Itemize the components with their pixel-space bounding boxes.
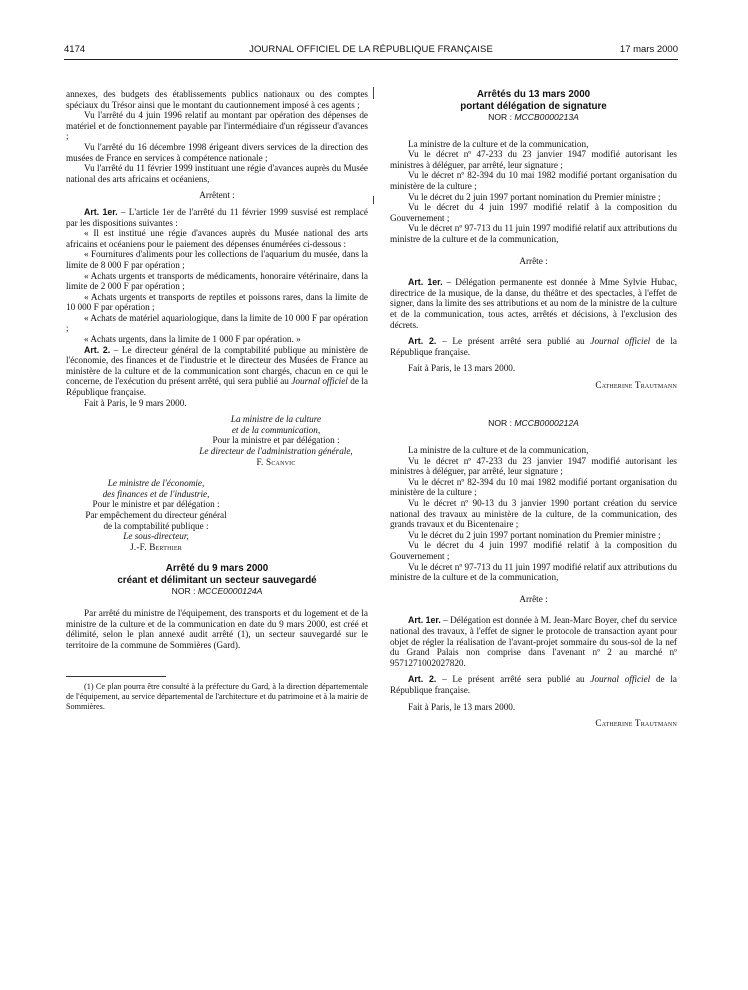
journal-title: JOURNAL OFFICIEL DE LA RÉPUBLIQUE FRANÇAISE	[249, 44, 493, 55]
nor-value: MCCE0000124A	[197, 586, 263, 597]
nor-value: MCCB0000212A	[514, 418, 579, 429]
paragraph: Vu le décret nº 90-13 du 3 janvier 1990 portant création du service national des travaux au ministère de la culture, de la communication, des grands travaux et du Bicentenaire ;	[390, 498, 677, 530]
footnote-rule	[66, 676, 166, 677]
decree-subtitle: créant et délimitant un secteur sauvegardé	[117, 574, 317, 586]
signature-date: Fait à Paris, le 9 mars 2000.	[84, 397, 187, 408]
signatory-title: Le directeur de l'administration générale,	[199, 446, 353, 456]
article-label: Art. 1er.	[84, 206, 118, 217]
signatory-title: Le sous-directeur,	[123, 531, 189, 542]
delegation-line: Pour la ministre et par délégation :	[212, 435, 340, 446]
quoted-provision: « Achats de matériel aquariologique, dans la limite de 10 000 F par opération ;	[66, 312, 368, 334]
paragraph: La ministre de la culture et de la communication,	[408, 445, 589, 456]
article-2	[390, 336, 677, 357]
signatory-title: et de la communication,	[231, 424, 321, 435]
article-text-end: de la République française.	[390, 336, 677, 357]
page-number: 4174	[64, 44, 86, 55]
paragraph: Vu l'arrêté du 4 juin 1996 relatif au montant par opération des dépenses de matériel et de fonctionnement payable par l'intermédiaire d'un régisseur d'avances ;	[66, 110, 368, 142]
article-label: Art. 2.	[408, 674, 437, 685]
column-divider	[373, 196, 374, 204]
left-column	[66, 89, 368, 711]
paragraph: annexes, des budgets des établissements publics nationaux ou des comptes spéciaux du Trésor ainsi que le montant du cautionnement imposé à ces agents ;	[66, 89, 368, 110]
footnote: (1) Ce plan pourra être consulté à la préfecture du Gard, à la direction départementale de l'équipement, au service départemental de l'architecture et du patrimoine et à la mairie de Sommières.	[66, 682, 368, 711]
decree-title-block	[66, 563, 368, 597]
column-divider	[373, 87, 374, 99]
article-1	[390, 615, 677, 668]
article-text: – Délégation est donnée à M. Jean-Marc Boyer, chef du service national des travaux, à l'effet de signer le protocole de transaction ayant pour objet de régler la réalisation de l'avant-projet sommaire du sous-sol de la nef du Grand Palais non comprise dans l'avenant nº 2 au marché nº 9571271002027820.	[390, 615, 678, 668]
journal-officiel-ref: Journal officiel	[291, 376, 348, 387]
decree-title: Arrêté du 9 mars 2000	[165, 563, 269, 575]
paragraph: Vu le décret nº 47-233 du 23 janvier 1947 modifié autorisant les ministres à déléguer, par arrêté, leur signature ;	[390, 455, 677, 477]
paragraph: Par arrêté du ministre de l'équipement, des transports et du logement et de la ministre de la culture et de la communication en date du 9 mars 2000, est créé et délimité, selon le plan annexé audit arrêté (1), un secteur sauvegardé sur le territoire de la commune de Sommières (Gard).	[66, 607, 368, 650]
signature-date: Fait à Paris, le 13 mars 2000.	[408, 701, 516, 712]
paragraph: Vu le décret du 2 juin 1997 portant nomination du Premier ministre ;	[408, 191, 661, 202]
paragraph: Vu le décret nº 97-713 du 11 juin 1997 modifié relatif aux attributions du ministre de la culture et de la communication,	[390, 561, 677, 583]
paragraph: Vu le décret nº 82-394 du 10 mai 1982 modifié portant organisation du ministère de la culture ;	[390, 476, 677, 498]
article-label: Art. 2.	[84, 344, 111, 355]
article-label: Art. 2.	[408, 336, 437, 347]
issue-date: 17 mars 2000	[619, 44, 678, 55]
paragraph: Vu l'arrêté du 16 décembre 1998 érigeant divers services de la direction des musées de France en services à compétence nationale ;	[66, 141, 368, 163]
signatory-name: J.-F. Berthier	[130, 541, 182, 552]
quoted-provision: « Il est institué une régie d'avances auprès du Musée national des arts africains et océaniens pour le paiement des dépenses énumérées ci-dessous :	[66, 228, 368, 249]
delegation-line: de la comptabilité publique :	[103, 520, 209, 531]
right-column	[390, 89, 677, 729]
article-text: – Le présent arrêté sera publié au	[436, 674, 591, 685]
arrete-heading: Arrête :	[519, 593, 548, 604]
nor-reference	[390, 418, 677, 429]
article-1	[390, 277, 677, 330]
paragraph: La ministre de la culture et de la communication,	[408, 138, 589, 149]
signatory-name: F. Scanvic	[256, 456, 296, 467]
delegation-line: Par empêchement du directeur général	[85, 509, 227, 520]
header-rule	[64, 59, 678, 60]
delegation-line: Pour le ministre et par délégation :	[92, 499, 220, 510]
article-text-end: de la République française.	[390, 674, 677, 695]
arrete-heading: Arrête :	[519, 255, 548, 266]
nor-value: MCCB0000213A	[514, 112, 579, 122]
journal-officiel-ref: Journal officiel	[590, 336, 651, 347]
article-2	[390, 674, 677, 695]
quoted-provision: « Achats urgents et transports de médicaments, honoraire vétérinaire, dans la limite de 2 000 F par opération ;	[66, 270, 368, 292]
journal-officiel-ref: Journal officiel	[590, 674, 651, 685]
paragraph: Vu le décret nº 97-713 du 11 juin 1997 modifié relatif aux attributions du ministre de la culture et de la communication,	[390, 223, 677, 244]
signatory-name: Catherine Trautmann	[595, 379, 677, 390]
article-text: – Le directeur général de la comptabilité publique au ministère de l'économie, des finances et de l'industrie et le directeur des Musées de France au ministère de la culture et de la communication sont chargés, chacun en ce qui le concerne, de l'exécution du présent arrêté, qui sera publié au	[66, 344, 369, 387]
article-2	[66, 345, 368, 398]
signature-date: Fait à Paris, le 13 mars 2000.	[408, 363, 516, 374]
signatory-title: des finances et de l'industrie,	[102, 488, 210, 499]
nor-reference	[390, 112, 677, 123]
paragraph: Vu le décret nº 82-394 du 10 mai 1982 modifié portant organisation du ministère de la culture ;	[390, 170, 677, 191]
quoted-provision: « Fournitures d'aliments pour les collections de l'aquarium du musée, dans la limite de 8 000 F par opération ;	[66, 249, 368, 270]
paragraph: Vu le décret du 4 juin 1997 modifié relatif à la composition du Gouvernement ;	[390, 202, 677, 223]
article-1	[66, 207, 368, 228]
article-text: – Le présent arrêté sera publié au	[436, 336, 591, 347]
paragraph: Vu le décret nº 47-233 du 23 janvier 1947 modifié autorisant les ministres à déléguer, par arrêté, leur signature ;	[390, 149, 677, 170]
nor-label: NOR :	[488, 418, 515, 429]
article-text: – L'article 1er de l'arrêté du 11 février 1999 susvisé est remplacé par les dispositions suivantes :	[66, 206, 368, 228]
signature-block	[66, 478, 246, 552]
paragraph: Vu l'arrêté du 11 février 1999 instituant une régie d'avances auprès du Musée national des arts africains et océaniens,	[66, 163, 368, 184]
nor-reference	[66, 586, 368, 597]
paragraph: Vu le décret du 2 juin 1997 portant nomination du Premier ministre ;	[408, 529, 661, 540]
signatory-title: La ministre de la culture	[230, 414, 322, 425]
article-label: Art. 1er.	[408, 615, 441, 626]
nor-label: NOR :	[488, 112, 515, 122]
signatory-name: Catherine Trautmann	[595, 718, 677, 729]
article-text: – Délégation permanente est donnée à Mme Sylvie Hubac, directrice de la musique, de la danse, du théâtre et des spectacles, à l'effet de signer, dans la limite des ses attributions et au nom de la ministre de la culture et de la communication, tous actes, arrêtés et décisions, à l'exclusion des décrets.	[390, 277, 677, 330]
decree-title: Arrêtés du 13 mars 2000	[476, 89, 591, 100]
decree-subtitle: portant délégation de signature	[460, 100, 607, 112]
arrete-heading: Arrêtent :	[199, 190, 235, 201]
quoted-provision: « Achats urgents et transports de reptiles et poissons rares, dans la limite de 10 000 F par opération ;	[66, 291, 368, 313]
article-text-end: de la République française.	[66, 376, 368, 398]
nor-label: NOR :	[171, 586, 198, 597]
quoted-provision: « Achats urgents, dans la limite de 1 000 F par opération. »	[84, 334, 301, 345]
page-header	[64, 44, 678, 56]
signature-block	[186, 414, 366, 467]
signatory-title: Le ministre de l'économie,	[107, 478, 205, 489]
paragraph: Vu le décret du 4 juin 1997 modifié relatif à la composition du Gouvernement ;	[390, 540, 677, 561]
article-label: Art. 1er.	[408, 277, 443, 288]
